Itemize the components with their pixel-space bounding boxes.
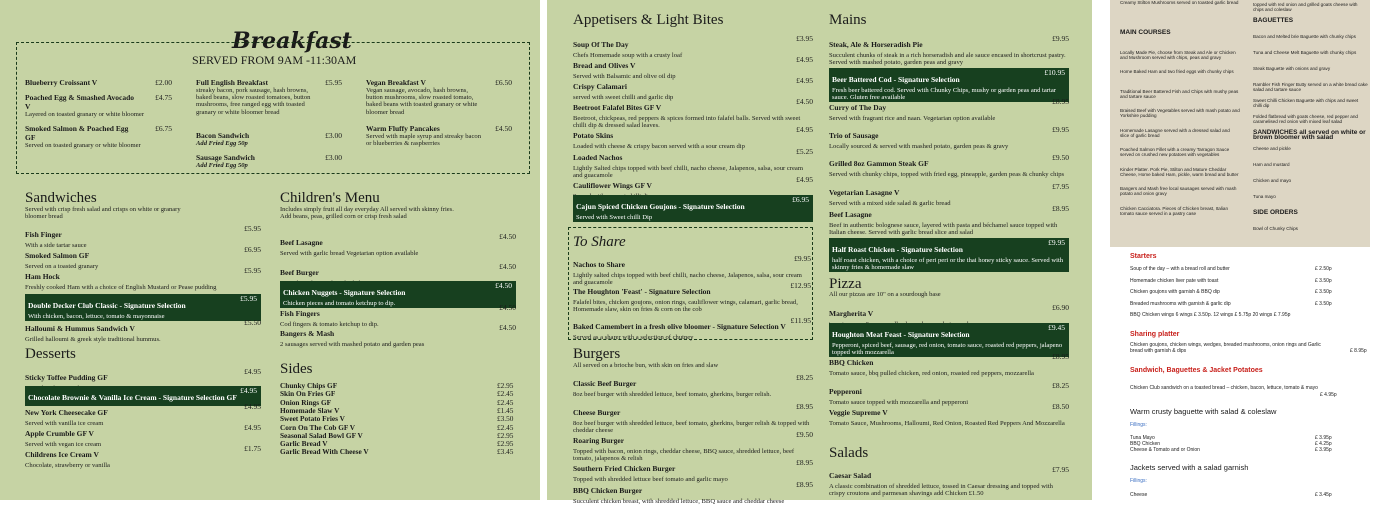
side-name: Corn On The Cob GF V [280,422,356,432]
side-name: Skin On Fries GF [280,389,336,399]
sandwich-title: Sandwich, Baguettes & Jacket Potatoes [1130,367,1263,374]
filling-name: Tuna Mayo [1130,435,1155,441]
item-price: £5.50 [244,318,261,327]
fillings-label: Fillings: [1130,422,1147,428]
pub-left-line: Homemade Lasagne served with a dressed salad and slice of garlic bread [1120,127,1230,138]
menu-item [280,323,516,348]
item-name: Chocolate Brownie & Vanilla Ice Cream - Signature Selection GF [28,393,237,402]
menu-item [829,465,1069,497]
item-desc: streaky bacon, pork sausage, hash browns, baked beans, slow roasted tomatoes, button mushrooms, free ranged egg with toasted granary or white bloomer bread [196,87,311,116]
starter-price: £ 3.50p [1315,289,1332,295]
menu-item [829,34,1069,66]
item-desc: Pepperoni, spiced beef, sausage, red onion, tomato sauce, roasted red peppers, jalapeno topped with mozzarella [832,342,1063,357]
item-desc: Beef in authentic bolognese sauce, layered with pasta and béchamel sauce topped with Italian cheese. Served with garlic bread slice and salad [829,222,1058,237]
item-price: £4.95 [244,402,261,411]
item-name: BBQ Chicken Burger [573,486,643,495]
sharing-price: £ 8.95p [1350,348,1367,354]
item-price: £4.95 [244,423,261,432]
menu-item [280,232,516,257]
pub-right-line: Cheese and pickle [1253,146,1291,151]
item-name: Beetroot Falafel Bites GF V [573,103,662,112]
burgers-title: Burgers [573,346,621,362]
item-name: Bread and Olives V [573,61,636,70]
item-name: Poached Egg & Smashed Avocado V [25,93,135,111]
item-name: BBQ Chicken [829,358,874,367]
item-name: Fish Finger [25,230,62,239]
item-price: £4.50 [499,323,516,332]
side-price: £3.45 [497,447,514,457]
item-desc: With chicken, bacon, lettuce, tomato & mayonnaise [28,313,165,320]
item-name: Smoked Salmon & Poached Egg GF [25,124,129,142]
side-price: £3.50 [497,414,514,424]
item-desc: Lightly salted chips topped with beef chilli, nacho cheese, Jalapenos, salsa, sour cream and guacamole [573,272,802,287]
item-price: £9.45 [1048,323,1065,332]
side-price: £2.95 [497,430,514,440]
item-price: £7.95 [1052,182,1069,191]
item-name: Beef Lasagne [280,238,323,247]
filling-price: £ 3.95p [1315,435,1332,441]
item-desc: Served with Balsamic and olive oil dip [573,73,676,80]
item-price: £4.95 [796,125,813,134]
item-price: £4.50 [495,124,512,133]
pub-right-line: Ham and mustard [1253,162,1290,167]
pub-right-line: Sweet Chilli Chicken Baguette with chips and sweet chilli dip [1253,98,1359,109]
breakfast-item [25,78,172,87]
pub-right-line: SANDWICHES all served on white or brown bloomer with salad [1253,129,1366,142]
item-price: £9.95 [1052,34,1069,43]
item-desc: Succulent chicken breast, with shredded lettuce, BBQ sauce and cheddar cheese [573,498,785,505]
item-price: £6.90 [1052,303,1069,312]
item-desc: Served as a sharer with a selection of chutney [573,334,694,341]
pub-right-line: BAGUETTES [1253,17,1294,24]
item-desc: Freshly cooked Ham with a choice of English Mustard or Pease pudding [25,284,217,291]
item-desc: Cod fingers & tomato ketchup to dip. [280,321,379,328]
side-name: Garlic Bread V [280,439,328,449]
item-desc: Add Fried Egg 50p [196,140,248,147]
item-desc: 8oz beef burger with shredded lettuce, beef tomato, gherkins, burger relish. [573,391,772,398]
item-price: £8.95 [1052,204,1069,213]
item-desc: Chicken pieces and tomato ketchup to dip. [283,300,396,307]
item-price: £8.25 [796,373,813,382]
item-price: £4.95 [240,386,257,395]
breakfast-subtitle: SERVED FROM 9AM -11:30AM [192,53,357,67]
cheese-label: Cheese [1130,492,1148,498]
pub-right-line: Tuna mayo [1253,194,1276,199]
pub-left-line: Braised Beef with Vegetables served with mash potato and Yorkshire pudding [1120,108,1240,119]
item-price: £12.95 [790,281,811,290]
item-name: Cauliflower Wings GF V [573,181,652,190]
item-name: Double Decker Club Classic - Signature Selection [28,301,186,310]
item-name: Sausage Sandwich [196,153,255,162]
item-desc: Lightly Salted chips topped with beef chilli, nacho cheese, Jalapenos, salsa, sour cream and guacamole [573,165,803,180]
breakfast-item [25,124,172,149]
jackets-line: Jackets served with a salad garnish [1130,463,1249,472]
item-desc: half roast chicken, with a choice of peri peri or the thai honey sticky sauce. Served with skinny fries & homemade slaw [832,257,1064,272]
item-name: Vegan Breakfast V [366,78,426,87]
item-name: Blueberry Croissant V [25,78,98,87]
starter-price: £ 2.50p [1315,266,1332,272]
item-name: Grilled 8oz Gammon Steak GF [829,159,929,168]
starter-price: £ 3.50p [1315,277,1332,284]
item-price: £9.50 [1052,153,1069,162]
item-desc: A classic combination of shredded lettuce, tossed in Caesar dressing and topped with crispy croutons and parmesan shavings add Chicken £1.50 [829,483,1053,498]
starter-name: Homemade chicken liver pate with toast [1130,277,1219,284]
item-name: Apple Crumble GF V [25,429,94,438]
item-desc: Tomato Sauce, Mushrooms, Halloumi, Red Onion, Roasted Red Peppers And Mozzarella [829,420,1065,427]
menu-item [573,281,811,313]
breakfast-item [196,78,342,116]
item-price: £5.95 [325,78,342,87]
item-name: Fish Fingers [280,309,320,318]
side-name: Chunky Chips GF [280,381,338,390]
side-name: Homemade Slaw V [280,405,340,415]
starters-title: Starters [1130,253,1157,260]
filling-price: £ 4.25p [1315,441,1332,447]
side-price: £2.95 [497,439,514,449]
pizza-title: Pizza [829,276,862,292]
item-price: £5.25 [796,147,813,156]
breakfast-item [366,124,512,147]
pub-left-line: Traditional Beer Battered Fish and Chips with mushy peas and tartare sauce [1120,88,1239,99]
item-name: Cheese Burger [573,408,621,417]
item-price: £2.00 [155,78,172,87]
item-price: £4.50 [796,97,813,106]
item-name: Cajun Spiced Chicken Goujons - Signature Selection [576,202,745,211]
menu-item [829,238,1069,272]
breakfast-title: Breakfast [232,28,352,54]
item-desc: Served with fragrant rice and naan. Vegetarian option available [829,115,996,122]
item-desc: Served with a mixed side salad & garlic bread [829,200,951,207]
item-price: £8.25 [1052,381,1069,390]
item-price: £6.95 [792,195,809,204]
item-price: £9.95 [1052,125,1069,134]
filling-name: Cheese & Tomato and or Onion [1130,447,1200,453]
menu-item [25,444,261,469]
item-price: £1.75 [244,444,261,453]
menu-item [829,97,1069,122]
item-price: £4.95 [796,175,813,184]
item-name: Warm Fluffy Pancakes [366,124,440,133]
pub-right-line: Chicken and mayo [1253,178,1292,183]
item-price: £5.95 [244,224,261,233]
item-name: Houghton Meat Feast - Signature Selection [832,330,970,339]
item-desc: Tomato sauce topped with mozzarella and pepperoni [829,399,969,406]
side-price: £2.45 [497,389,514,399]
item-name: The Houghton 'Feast' - Signature Selection [573,287,711,296]
starter-name: Soup of the day – with a bread roll and butter [1130,266,1230,272]
item-name: Steak, Ale & Horseradish Pie [829,40,923,49]
item-desc: Locally sourced & served with mashed potato, garden peas & gravy [829,143,1009,150]
side-name: Garlic Bread With Cheese V [280,447,369,457]
item-price: £3.00 [325,153,342,162]
item-price: £6.50 [495,78,512,87]
breakfast-item [366,78,512,116]
pub-right-line: Bacon and Melted brie Baguette with chunky chips [1253,34,1356,39]
item-desc: Fresh beer battered cod. Served with Chunky Chips, mushy or garden peas and tartar sauce. Gluten free available [832,87,1056,102]
item-price: £8.95 [1052,352,1069,361]
pub-left-line: Kinder Platter. Pork Pie, Stilton and Mature Cheddar Cheese, Home baked Ham, pickle, warm bread and butter [1120,166,1239,177]
item-price: £4.95 [796,55,813,64]
item-name: New York Cheesecake GF [25,408,108,417]
pub-right-line: Tuna and Cheese Melt Baguette with chunky chips [1253,50,1357,55]
filling-price: £ 3.95p [1315,447,1332,453]
menu-item [829,352,1069,377]
pub-left-line: Chicken Cacciatora. Pieces of Chicken breast, Italian tomato sauce served in a pastry case [1120,205,1229,216]
item-price: £8.95 [1052,97,1069,106]
menu-panel-mains [547,0,1092,505]
item-name: Loaded Nachos [573,153,623,162]
pub-right-line: Bowl of Chunky Chips [1253,226,1298,231]
item-price: £4.50 [495,281,512,290]
pub-left-line: Locally Made Pie, choose from Steak and Ale or Chicken and Mushroom served with chips, peas and gravy [1120,49,1236,60]
starter-name: Chicken goujons with garnish & BBQ dip [1130,289,1220,295]
item-name: Bangers & Mash [280,329,335,338]
item-name: Full English Breakfast [196,78,268,87]
item-desc: Served on a toasted granary [25,263,99,270]
item-name: Beef Burger [280,268,319,277]
pizza-intro: All our pizzas are 10" on a sourdough base [829,291,941,298]
side-name: Onion Rings GF [280,397,332,407]
item-price: £4.95 [244,367,261,376]
pub-right-line: Rambler Fish Finger Butty served on a white bread cake salad and tartare sauce [1253,82,1368,93]
item-price: £4.50 [499,303,516,312]
item-desc: Layered on toasted granary or white bloomer [25,111,145,118]
side-price: £2.45 [497,422,514,432]
item-desc: Succulent chunks of steak in a rich horseradish and ale sauce encased in shortcrust pastry. Served with mashed potato, garden peas and gravy [829,52,1066,67]
item-desc: Served with Sweet chilli Dip [576,214,653,221]
item-price: £4.75 [155,93,172,102]
item-desc: Served with vanilla ice cream [25,420,104,427]
item-name: Smoked Salmon GF [25,251,90,260]
item-price: £6.95 [244,245,261,254]
menu-item [829,125,1069,150]
item-price: £7.95 [1052,465,1069,474]
menu-item [829,153,1069,178]
pub-right-line: Folded flatbread with goats cheese, red pepper and caramelised red onion with mixed leaf salad [1253,114,1358,125]
item-desc: Beetroot, chickpeas, red peppers & spices formed into falafel balls. Served with sweet chilli dip & dressed salad leaves. [573,115,801,130]
salads-title: Salads [829,445,869,461]
item-desc: Topped with shredded lettuce beef tomato and garlic mayo [573,476,728,483]
pub-left-line: Bangers and Mash free local sausages served with mash potato and onion gravy [1120,186,1237,197]
childrens-intro: Includes simply fruit all day everyday All served with skinny fries. Add beans, peas, grilled corn or crisp fresh salad [280,206,454,221]
menu-item [573,316,811,341]
item-desc: 8oz beef burger with shredded lettuce, beef tomato, gherkins, burger relish & topped with cheddar cheese [573,420,810,435]
menu-item [829,402,1069,427]
item-desc: Served with maple syrup and streaky bacon or blueberries & raspberries [366,133,481,148]
pub-right-line: topped with red onion and grilled goats cheese with chips and coleslaw [1253,2,1358,13]
item-desc: served with sweet chilli and garlic dip [573,94,674,101]
baguette-line: Warm crusty baguette with salad & coleslaw [1130,407,1277,416]
sandwiches-title: Sandwiches [25,190,97,206]
pub-left-line: MAIN COURSES [1120,29,1171,36]
menu-panel-pub [1110,0,1400,500]
menu-panel-food [0,0,540,500]
item-name: Crispy Calamari [573,82,627,91]
item-price: £11.95 [790,316,811,325]
pub-left-line: Creamy Stilton Mushrooms served on toasted garlic bread [1120,0,1239,5]
item-price: £4.95 [796,76,813,85]
breakfast-item [196,131,342,147]
side-name: Seasonal Salad Bowl GF V [280,430,363,440]
item-name: Soup Of The Day [573,40,629,49]
item-name: Vegetarian Lasagne V [829,188,900,197]
item-name: Trio of Sausage [829,131,879,140]
menu-item [25,318,261,343]
item-name: Pepperoni [829,387,862,396]
starter-price: £ 3.50p [1315,300,1332,307]
item-name: Baked Camembert in a fresh olive bloomer - Signature Selection V [573,322,786,331]
item-name: Sticky Toffee Pudding GF [25,373,108,382]
item-desc: Served with vegan ice cream [25,441,102,448]
fillings-label-2: Fillings: [1130,478,1147,484]
item-name: Childrens Ice Cream V [25,450,99,459]
item-price: £9.50 [796,430,813,439]
item-desc: With a side tartar sauce [25,242,87,249]
item-name: Ham Hock [25,272,60,281]
appetisers-title: Appetisers & Light Bites [573,12,724,28]
pub-right-line: SIDE ORDERS [1253,209,1298,216]
menu-item [573,373,813,398]
item-name: Half Roast Chicken - Signature Selection [832,245,963,254]
item-price: £8.95 [796,402,813,411]
item-name: Halloumi & Hummus Sandwich V [25,324,135,333]
item-desc: Served on toasted granary or white bloomer [25,142,141,149]
item-name: Margherita V [829,309,874,318]
starter-name: BBQ Chicken wings 6 wings £ 3.50p. 12 wings £ 5.75p 20 wings £ 7.95p [1130,312,1291,318]
desserts-title: Desserts [25,346,76,362]
item-name: Potato Skins [573,131,614,140]
cheese-price: £ 3.45p [1315,492,1332,498]
item-name: Bacon Sandwich [196,131,250,140]
item-name: Classic Beef Burger [573,379,637,388]
breakfast-item [196,153,342,169]
starter-name: Breaded mushrooms with garnish & garlic dip [1130,300,1231,307]
item-desc: Chefs Homemade soup with a crusty loaf [573,52,683,59]
item-price: £8.95 [796,480,813,489]
item-name: Beer Battered Cod - Signature Selection [832,75,960,84]
item-desc: Add Fried Egg 50p [196,162,248,169]
side-price: £2.45 [497,397,514,407]
item-price: £4.50 [499,232,516,241]
burgers-intro: All served on a brioche bun, with skin on fries and slaw [573,362,719,369]
filling-name: BBQ Chicken [1130,441,1161,447]
item-price: £9.95 [1048,238,1065,247]
pub-right-line: Steak Baguette with onions and gravy [1253,66,1331,71]
item-name: Chicken Nuggets - Signature Selection [283,288,406,297]
mains-title: Mains [829,12,867,28]
item-price: £5.95 [244,266,261,275]
childrens-title: Children's Menu [280,190,380,206]
item-desc: Tomato sauce, bbq pulled chicken, red onion, roasted red peppers, mozzarella [829,370,1034,377]
item-desc: Loaded with cheese & crispy bacon served with a sour cream dip [573,143,745,150]
menu-item [573,195,813,222]
sandwich-desc: Chicken Club sandwich on a toasted bread – chicken, bacon, lettuce, tomato & mayo [1130,385,1318,391]
item-price: £9.95 [794,254,811,263]
side-price: £2.95 [497,381,514,390]
sides-title: Sides [280,361,313,377]
menu-item [829,204,1069,236]
item-name: Caesar Salad [829,471,872,480]
breakfast-item [25,93,172,118]
pub-left-line: Poached Salmon Fillet with a creamy Tarragon Sauce served on crushed new potatoes with vegetables [1120,147,1230,158]
item-price: £3.95 [796,34,813,43]
sandwiches-intro: Served with crisp fresh salad and crisps on white or granary bloomer bread [25,206,181,221]
item-price: £5.95 [240,294,257,303]
item-name: Veggie Supreme V [829,408,888,417]
item-name: Southern Fried Chicken Burger [573,464,676,473]
item-desc: Chocolate, strawberry or vanilla [25,462,110,469]
item-desc: 2 sausages served with mashed potato and garden peas [280,341,425,348]
menu-item [573,480,813,505]
sharing-desc: Chicken goujons, chicken wings, wedges, breaded mushrooms, onion rings and Garlic bread with garnish & dips [1130,342,1321,354]
item-desc: Topped with bacon, onion rings, cheddar cheese, BBQ sauce, shredded lettuce, beef tomato, jalapenos & relish [573,448,795,463]
pub-left-line: Home Baked Ham and two fried eggs with chunky chips [1120,69,1234,74]
item-desc: Falafel bites, chicken goujons, onion rings, cauliflower wings, calamari, garlic bread, Homemade slaw, skin on fries & corn on the cob [573,299,798,314]
item-price: £8.95 [796,458,813,467]
side-name: Sweet Potato Fries V [280,414,345,424]
item-name: Roaring Burger [573,436,625,445]
item-desc: Served with chunky chips, topped with fried egg, pineapple, garden peas & chunky chips [829,171,1065,178]
share-title: To Share [573,234,626,250]
sharing-title: Sharing platter [1130,331,1180,338]
item-name: Curry of The Day [829,103,887,112]
item-desc: Grilled halloumi & greek style traditional hummus. [25,336,161,343]
item-price: £4.50 [499,262,516,271]
sandwich-price: £ 4.95p [1320,392,1337,398]
item-price: £3.00 [325,131,342,140]
item-desc: Vegan sausage, avocado, hash browns, button mushrooms, slow roasted tomato, baked beans with toasted granary or white bloomer bread [366,87,478,116]
item-price: £10.95 [1044,68,1065,77]
item-name: Nachos to Share [573,260,625,269]
side-price: £1.45 [497,405,514,415]
item-price: £6.75 [155,124,172,133]
item-desc: Served with garlic bread Vegetarian option available [280,250,419,257]
item-name: Beef Lasagne [829,210,872,219]
item-price: £8.50 [1052,402,1069,411]
menu-item [25,266,261,291]
